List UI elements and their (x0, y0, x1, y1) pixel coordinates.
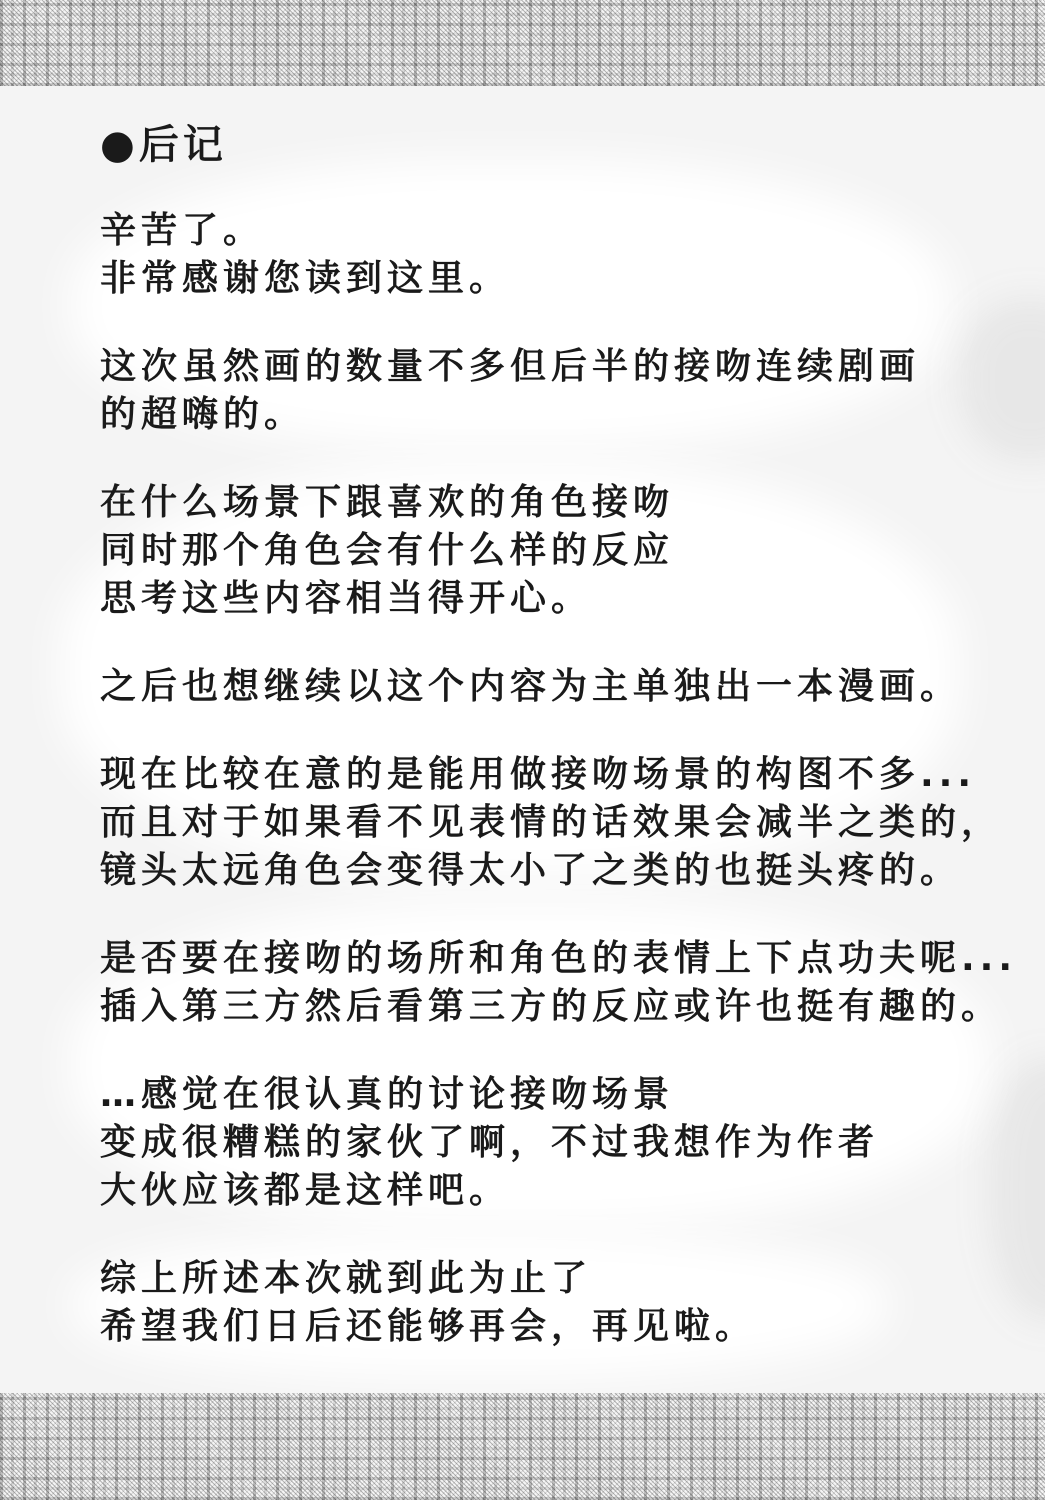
afterword-line: 辛苦了。 (100, 210, 265, 251)
afterword-line: 的超嗨的。 (100, 394, 306, 435)
afterword-line: 在什么场景下跟喜欢的角色接吻 (100, 482, 675, 523)
afterword-line: 非常感谢您读到这里。 (100, 258, 511, 299)
paragraph-self-reflection (100, 1071, 1000, 1215)
paragraph-scenes (100, 479, 1000, 623)
afterword-line: 之后也想继续以这个内容为主单独出一本漫画。 (100, 666, 962, 707)
afterword-line: 同时那个角色会有什么样的反应 (100, 530, 675, 571)
afterword-line: …感觉在很认真的讨论接吻场景 (100, 1074, 675, 1115)
afterword-line: 这次虽然画的数量不多但后半的接吻连续剧画 (100, 346, 921, 387)
afterword-line: 变成很糟糕的家伙了啊，不过我想作为作者 (100, 1122, 880, 1163)
afterword-line: 思考这些内容相当得开心。 (100, 578, 593, 619)
paragraph-this-volume (100, 343, 1000, 439)
afterword-content (100, 122, 1018, 1391)
section-title: ●后记 (100, 122, 227, 168)
paragraph-concerns (100, 751, 1003, 895)
afterword-line: 插入第三方然后看第三方的反应或许也挺有趣的。 (100, 986, 1003, 1027)
paragraph-future-plan (100, 663, 1000, 711)
afterword-line: 是否要在接吻的场所和角色的表情上下点功夫呢... (100, 938, 1018, 979)
paragraph-ideas (100, 935, 1018, 1031)
afterword-line: 综上所述本次就到此为止了 (100, 1258, 593, 1299)
plaid-border-bottom (0, 1393, 1045, 1500)
afterword-line: 现在比较在意的是能用做接吻场景的构图不多... (100, 754, 977, 795)
afterword-line: 而且对于如果看不见表情的话效果会减半之类的， (100, 802, 1003, 843)
afterword-line: 镜头太远角色会变得太小了之类的也挺头疼的。 (100, 850, 962, 891)
paragraph-farewell (100, 1255, 1000, 1351)
afterword-line: 希望我们日后还能够再会，再见啦。 (100, 1306, 757, 1347)
afterword-line: 大伙应该都是这样吧。 (100, 1170, 511, 1211)
paragraph-thanks (100, 207, 1000, 303)
plaid-border-top (0, 0, 1045, 86)
